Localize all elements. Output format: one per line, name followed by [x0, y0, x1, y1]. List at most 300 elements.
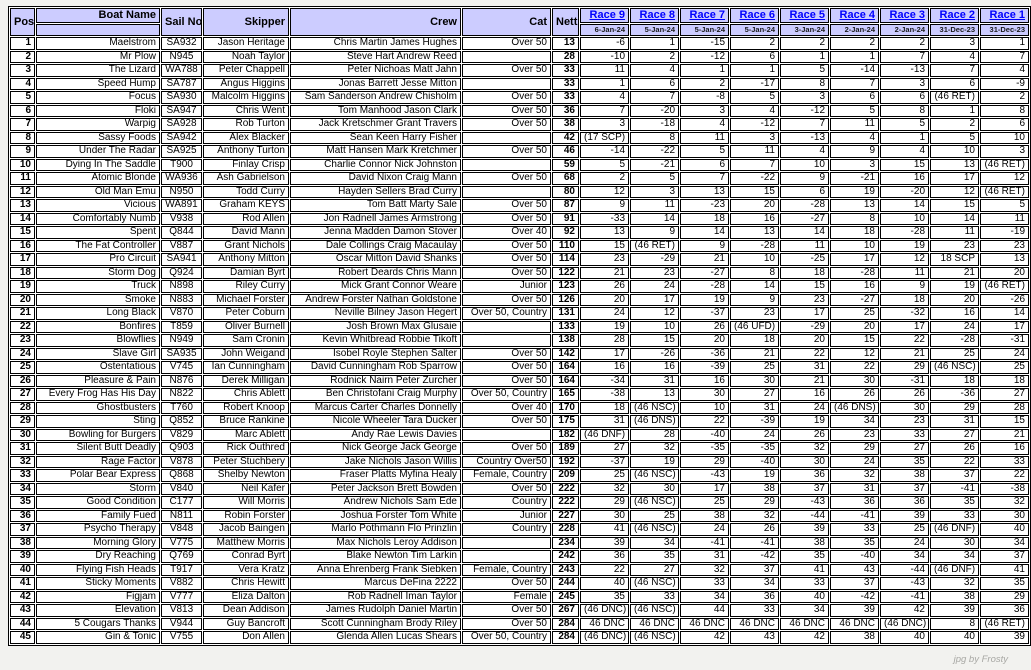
race-score-cell: 5: [980, 199, 1029, 212]
pos-cell: 31: [10, 442, 35, 455]
race-score-cell: -41: [680, 537, 729, 550]
crew-cell: Jake Nichols Jason Willis: [290, 456, 461, 469]
cat-cell: Over 50: [462, 577, 551, 590]
pos-cell: 37: [10, 523, 35, 536]
sail-no-cell: V848: [161, 523, 202, 536]
crew-cell: Marcus DeFina 2222: [290, 577, 461, 590]
race-score-cell: 31: [580, 415, 629, 428]
race-score-cell: 23: [730, 307, 779, 320]
race-score-cell: 38: [930, 591, 979, 604]
cat-cell: Over 50: [462, 361, 551, 374]
race-score-cell: 30: [780, 456, 829, 469]
sail-no-cell: Q868: [161, 469, 202, 482]
skipper-cell: Marc Ablett: [203, 429, 289, 442]
race-date: 31-Dec-23: [930, 24, 979, 36]
boat-name-cell: Long Black: [36, 307, 160, 320]
race-score-cell: 5: [630, 172, 679, 185]
skipper-cell: Derek Milligan: [203, 375, 289, 388]
race-score-cell: -33: [580, 213, 629, 226]
boat-name-cell: Blowflies: [36, 334, 160, 347]
cat-cell: Over 50, Country: [462, 307, 551, 320]
race-score-cell: 36: [830, 496, 879, 509]
sail-no-cell: V775: [161, 537, 202, 550]
race-score-cell: 7: [730, 159, 779, 172]
nett-cell: 122: [552, 267, 579, 280]
race-score-cell: 18: [880, 294, 929, 307]
race-score-cell: -37: [580, 456, 629, 469]
race-score-cell: 26: [780, 429, 829, 442]
pos-cell: 20: [10, 294, 35, 307]
col-header-race: [630, 8, 679, 23]
race-score-cell: 11: [980, 213, 1029, 226]
race-4-link[interactable]: Race 4: [839, 9, 875, 21]
race-score-cell: 20: [730, 199, 779, 212]
col-header-race: [780, 8, 829, 23]
table-row: [10, 294, 1029, 307]
cat-cell: Over 50: [462, 442, 551, 455]
table-row: [10, 145, 1029, 158]
race-score-cell: -42: [730, 550, 779, 563]
table-row: [10, 321, 1029, 334]
cat-cell: Over 50: [462, 483, 551, 496]
race-score-cell: 13: [830, 199, 879, 212]
race-score-cell: 2: [780, 37, 829, 50]
race-score-cell: 30: [680, 388, 729, 401]
sail-no-cell: Q903: [161, 442, 202, 455]
col-header-race: [730, 8, 779, 23]
crew-cell: Fraser Platts Myfina Healy: [290, 469, 461, 482]
race-score-cell: (46 DNF): [930, 523, 979, 536]
cat-cell: Country: [462, 496, 551, 509]
table-row: [10, 172, 1029, 185]
race-score-cell: 21: [880, 348, 929, 361]
race-score-cell: -29: [780, 321, 829, 334]
pos-cell: 8: [10, 132, 35, 145]
race-score-cell: -22: [630, 145, 679, 158]
cat-cell: Over 50: [462, 37, 551, 50]
race-score-cell: (46 DNC): [880, 618, 929, 631]
nett-cell: 245: [552, 591, 579, 604]
race-score-cell: 16: [980, 442, 1029, 455]
race-score-cell: 10: [930, 145, 979, 158]
race-score-cell: -12: [780, 105, 829, 118]
sail-no-cell: SA928: [161, 118, 202, 131]
pos-cell: 42: [10, 591, 35, 604]
race-score-cell: 19: [830, 186, 879, 199]
race-score-cell: 39: [580, 537, 629, 550]
table-row: [10, 307, 1029, 320]
pos-cell: 33: [10, 469, 35, 482]
race-score-cell: 18: [730, 334, 779, 347]
race-score-cell: 27: [880, 442, 929, 455]
race-score-cell: -44: [880, 564, 929, 577]
race-score-cell: -27: [780, 213, 829, 226]
nett-cell: 267: [552, 604, 579, 617]
table-row: [10, 37, 1029, 50]
nett-cell: 222: [552, 496, 579, 509]
sail-no-cell: WA936: [161, 172, 202, 185]
race-score-cell: 32: [780, 442, 829, 455]
sail-no-cell: SA942: [161, 132, 202, 145]
cat-cell: Over 50: [462, 294, 551, 307]
crew-cell: Steve Hart Andrew Reed: [290, 51, 461, 64]
race-results-table: [8, 6, 1031, 646]
race-score-cell: 8: [980, 105, 1029, 118]
table-row: [10, 402, 1029, 415]
race-score-cell: -42: [830, 591, 879, 604]
table-row: [10, 591, 1029, 604]
nett-cell: 244: [552, 577, 579, 590]
race-score-cell: 41: [980, 564, 1029, 577]
crew-cell: Tom Batt Marty Sale: [290, 199, 461, 212]
table-row: [10, 631, 1029, 644]
pos-cell: 32: [10, 456, 35, 469]
pos-cell: 29: [10, 415, 35, 428]
table-row: [10, 118, 1029, 131]
cat-cell: Over 50: [462, 348, 551, 361]
pos-cell: 15: [10, 226, 35, 239]
race-score-cell: 4: [830, 132, 879, 145]
watermark-text: jpg by Frosty: [953, 654, 1008, 665]
boat-name-cell: Family Fued: [36, 510, 160, 523]
boat-name-cell: Smoke: [36, 294, 160, 307]
race-score-cell: 13: [680, 186, 729, 199]
race-score-cell: 3: [630, 186, 679, 199]
boat-name-cell: Floki: [36, 105, 160, 118]
nett-cell: 68: [552, 172, 579, 185]
boat-name-cell: Morning Glory: [36, 537, 160, 550]
race-score-cell: 6: [930, 78, 979, 91]
race-score-cell: -8: [680, 91, 729, 104]
race-score-cell: 35: [630, 550, 679, 563]
race-score-cell: -9: [980, 78, 1029, 91]
race-score-cell: 11: [930, 226, 979, 239]
race-score-cell: 10: [630, 321, 679, 334]
race-score-cell: 28: [580, 334, 629, 347]
race-score-cell: 37: [930, 469, 979, 482]
race-score-cell: 31: [830, 483, 879, 496]
boat-name-cell: Under The Radar: [36, 145, 160, 158]
race-8-link[interactable]: Race 8: [639, 9, 675, 21]
pos-cell: 4: [10, 78, 35, 91]
race-5-link[interactable]: Race 5: [789, 9, 825, 21]
pos-cell: 40: [10, 564, 35, 577]
table-row: [10, 105, 1029, 118]
cat-cell: Over 50: [462, 618, 551, 631]
boat-name-cell: The Lizard: [36, 64, 160, 77]
boat-name-cell: Storm Dog: [36, 267, 160, 280]
pos-cell: 11: [10, 172, 35, 185]
race-score-cell: 2: [980, 91, 1029, 104]
race-score-cell: 29: [680, 456, 729, 469]
race-score-cell: 6: [980, 118, 1029, 131]
crew-cell: Andrew Nichols Sam Ede: [290, 496, 461, 509]
race-score-cell: 16: [780, 388, 829, 401]
crew-cell: Andrew Forster Nathan Goldstone: [290, 294, 461, 307]
boat-name-cell: Silent Butt Deadly: [36, 442, 160, 455]
race-score-cell: 42: [680, 631, 729, 644]
nett-cell: 284: [552, 618, 579, 631]
race-score-cell: 35: [980, 577, 1029, 590]
race-score-cell: 15: [580, 240, 629, 253]
col-header-nett: Nett: [552, 8, 579, 36]
race-1-link[interactable]: Race 1: [989, 9, 1025, 21]
race-score-cell: 19: [630, 456, 679, 469]
race-score-cell: 30: [830, 375, 879, 388]
crew-cell: Dale Collings Craig Macaulay: [290, 240, 461, 253]
race-score-cell: -22: [730, 172, 779, 185]
pos-cell: 43: [10, 604, 35, 617]
race-score-cell: 18: [930, 375, 979, 388]
crew-cell: Sam Sanderson Andrew Chisholm: [290, 91, 461, 104]
cat-cell: Country: [462, 523, 551, 536]
race-score-cell: 12: [930, 186, 979, 199]
cat-cell: Over 50: [462, 145, 551, 158]
race-score-cell: 32: [830, 469, 879, 482]
crew-cell: Josh Brown Max Glusaie: [290, 321, 461, 334]
cat-cell: Over 50: [462, 199, 551, 212]
skipper-cell: Vera Kratz: [203, 564, 289, 577]
cat-cell: Country Over50: [462, 456, 551, 469]
crew-cell: Glenda Allen Lucas Shears: [290, 631, 461, 644]
nett-cell: 123: [552, 280, 579, 293]
race-score-cell: 13: [980, 253, 1029, 266]
sail-no-cell: N876: [161, 375, 202, 388]
race-score-cell: 31: [680, 550, 729, 563]
sail-no-cell: V813: [161, 604, 202, 617]
race-score-cell: -23: [680, 199, 729, 212]
table-row: [10, 280, 1029, 293]
pos-cell: 28: [10, 402, 35, 415]
table-row: [10, 550, 1029, 563]
pos-cell: 41: [10, 577, 35, 590]
race-2-link[interactable]: Race 2: [939, 9, 975, 21]
race-score-cell: 16: [880, 172, 929, 185]
pos-cell: 1: [10, 37, 35, 50]
race-score-cell: -15: [680, 37, 729, 50]
race-score-cell: 24: [780, 402, 829, 415]
race-score-cell: 16: [580, 361, 629, 374]
race-score-cell: -28: [930, 334, 979, 347]
race-score-cell: 30: [630, 483, 679, 496]
race-score-cell: (46 NSC): [630, 631, 679, 644]
race-score-cell: 6: [630, 78, 679, 91]
race-score-cell: 33: [830, 523, 879, 536]
race-score-cell: 2: [680, 78, 729, 91]
skipper-cell: Noah Taylor: [203, 51, 289, 64]
skipper-cell: Rick Outhred: [203, 442, 289, 455]
race-score-cell: (17 SCP): [580, 132, 629, 145]
race-score-cell: 10: [830, 240, 879, 253]
race-score-cell: (46 NSC): [630, 604, 679, 617]
race-score-cell: 3: [980, 145, 1029, 158]
pos-cell: 18: [10, 267, 35, 280]
boat-name-cell: Pro Circuit: [36, 253, 160, 266]
pos-cell: 21: [10, 307, 35, 320]
sail-no-cell: N949: [161, 334, 202, 347]
race-score-cell: 1: [780, 51, 829, 64]
crew-cell: Ben Christofani Craig Murphy: [290, 388, 461, 401]
sail-no-cell: V745: [161, 361, 202, 374]
race-score-cell: 7: [930, 64, 979, 77]
skipper-cell: Grant Nichols: [203, 240, 289, 253]
boat-name-cell: Vicious: [36, 199, 160, 212]
race-score-cell: 11: [580, 64, 629, 77]
race-score-cell: 37: [880, 483, 929, 496]
race-score-cell: 25: [830, 307, 879, 320]
race-score-cell: -38: [980, 483, 1029, 496]
race-score-cell: 20: [980, 267, 1029, 280]
col-header-race: [980, 8, 1029, 23]
boat-name-cell: Pleasure & Pain: [36, 375, 160, 388]
crew-cell: Peter Jackson Brett Bowden: [290, 483, 461, 496]
race-date: 5-Jan-24: [630, 24, 679, 36]
race-score-cell: 22: [680, 415, 729, 428]
col-header-race: [680, 8, 729, 23]
crew-cell: Rob Radnell Iman Taylor: [290, 591, 461, 604]
table-row: [10, 577, 1029, 590]
col-header-pos: Pos: [10, 8, 35, 36]
crew-cell: Charlie Connor Nick Johnston: [290, 159, 461, 172]
race-score-cell: 17: [580, 348, 629, 361]
pos-cell: 25: [10, 361, 35, 374]
race-score-cell: 37: [830, 577, 879, 590]
skipper-cell: Don Allen: [203, 631, 289, 644]
boat-name-cell: Polar Bear Express: [36, 469, 160, 482]
race-score-cell: 15: [780, 280, 829, 293]
race-score-cell: 26: [880, 388, 929, 401]
crew-cell: David Nixon Craig Mann: [290, 172, 461, 185]
race-score-cell: 18: [830, 226, 879, 239]
race-score-cell: 4: [730, 105, 779, 118]
race-score-cell: -25: [780, 253, 829, 266]
nett-cell: 242: [552, 550, 579, 563]
race-score-cell: 5: [880, 118, 929, 131]
race-score-cell: -19: [980, 226, 1029, 239]
crew-cell: Sean Keen Harry Fisher: [290, 132, 461, 145]
race-score-cell: 18: [780, 267, 829, 280]
race-score-cell: 8: [630, 132, 679, 145]
race-score-cell: 1: [880, 132, 929, 145]
race-score-cell: 41: [780, 564, 829, 577]
col-header-race: [880, 8, 929, 23]
race-score-cell: 1: [830, 51, 879, 64]
race-score-cell: -27: [680, 267, 729, 280]
race-score-cell: 5: [680, 145, 729, 158]
cat-cell: Over 50: [462, 375, 551, 388]
race-score-cell: 22: [980, 469, 1029, 482]
race-score-cell: 16: [680, 375, 729, 388]
race-score-cell: 4: [780, 145, 829, 158]
sail-no-cell: SA787: [161, 78, 202, 91]
sail-no-cell: SA941: [161, 253, 202, 266]
skipper-cell: Sam Cronin: [203, 334, 289, 347]
sail-no-cell: Q844: [161, 226, 202, 239]
skipper-cell: Anthony Turton: [203, 145, 289, 158]
race-score-cell: 40: [980, 523, 1029, 536]
nett-cell: 126: [552, 294, 579, 307]
skipper-cell: Chris Hewitt: [203, 577, 289, 590]
nett-cell: 189: [552, 442, 579, 455]
race-score-cell: 25: [980, 361, 1029, 374]
race-score-cell: (46 UFD): [730, 321, 779, 334]
nett-cell: 192: [552, 456, 579, 469]
nett-cell: 164: [552, 361, 579, 374]
skipper-cell: Jason Heritage: [203, 37, 289, 50]
race-score-cell: 36: [780, 469, 829, 482]
race-score-cell: 24: [930, 321, 979, 334]
sail-no-cell: N945: [161, 51, 202, 64]
race-score-cell: 11: [830, 118, 879, 131]
sail-no-cell: V840: [161, 483, 202, 496]
race-score-cell: 3: [580, 118, 629, 131]
race-score-cell: -13: [780, 132, 829, 145]
table-row: [10, 91, 1029, 104]
nett-cell: 91: [552, 213, 579, 226]
table-row: [10, 334, 1029, 347]
table-row: [10, 496, 1029, 509]
pos-cell: 34: [10, 483, 35, 496]
nett-cell: 164: [552, 375, 579, 388]
race-score-cell: 33: [680, 577, 729, 590]
race-score-cell: 3: [830, 159, 879, 172]
table-row: [10, 388, 1029, 401]
cat-cell: Junior: [462, 280, 551, 293]
race-score-cell: 14: [730, 280, 779, 293]
race-score-cell: 36: [730, 591, 779, 604]
sail-no-cell: V870: [161, 307, 202, 320]
race-score-cell: (46 DNF): [580, 429, 629, 442]
pos-cell: 39: [10, 550, 35, 563]
sail-no-cell: V938: [161, 213, 202, 226]
header-row-main: [10, 8, 1029, 23]
boat-name-cell: Good Condition: [36, 496, 160, 509]
boat-name-cell: Dying In The Saddle: [36, 159, 160, 172]
race-score-cell: 4: [930, 51, 979, 64]
race-score-cell: 14: [780, 226, 829, 239]
race-score-cell: 7: [880, 51, 929, 64]
race-score-cell: -41: [830, 510, 879, 523]
nett-cell: 175: [552, 415, 579, 428]
skipper-cell: Dean Addison: [203, 604, 289, 617]
race-score-cell: 30: [730, 375, 779, 388]
race-6-link[interactable]: Race 6: [739, 9, 775, 21]
boat-name-cell: Speed Hump: [36, 78, 160, 91]
crew-cell: Oscar Mitton David Shanks: [290, 253, 461, 266]
race-score-cell: -43: [780, 496, 829, 509]
race-score-cell: (46 RET): [930, 91, 979, 104]
race-score-cell: 42: [880, 604, 929, 617]
race-score-cell: 29: [730, 496, 779, 509]
race-3-link[interactable]: Race 3: [889, 9, 925, 21]
race-score-cell: 21: [980, 429, 1029, 442]
skipper-cell: Damian Byrt: [203, 267, 289, 280]
race-9-link[interactable]: Race 9: [589, 9, 625, 21]
crew-cell: Neville Bilney Jason Hegert: [290, 307, 461, 320]
race-score-cell: 27: [930, 429, 979, 442]
race-score-cell: 22: [780, 348, 829, 361]
cat-cell: Over 50: [462, 267, 551, 280]
skipper-cell: Neil Kafer: [203, 483, 289, 496]
race-7-link[interactable]: Race 7: [689, 9, 725, 21]
crew-cell: Jack Kretschmer Grant Travers: [290, 118, 461, 131]
sail-no-cell: N898: [161, 280, 202, 293]
race-score-cell: 15: [930, 199, 979, 212]
race-score-cell: 35: [930, 496, 979, 509]
race-score-cell: 34: [730, 577, 779, 590]
race-score-cell: 33: [930, 510, 979, 523]
boat-name-cell: Truck: [36, 280, 160, 293]
